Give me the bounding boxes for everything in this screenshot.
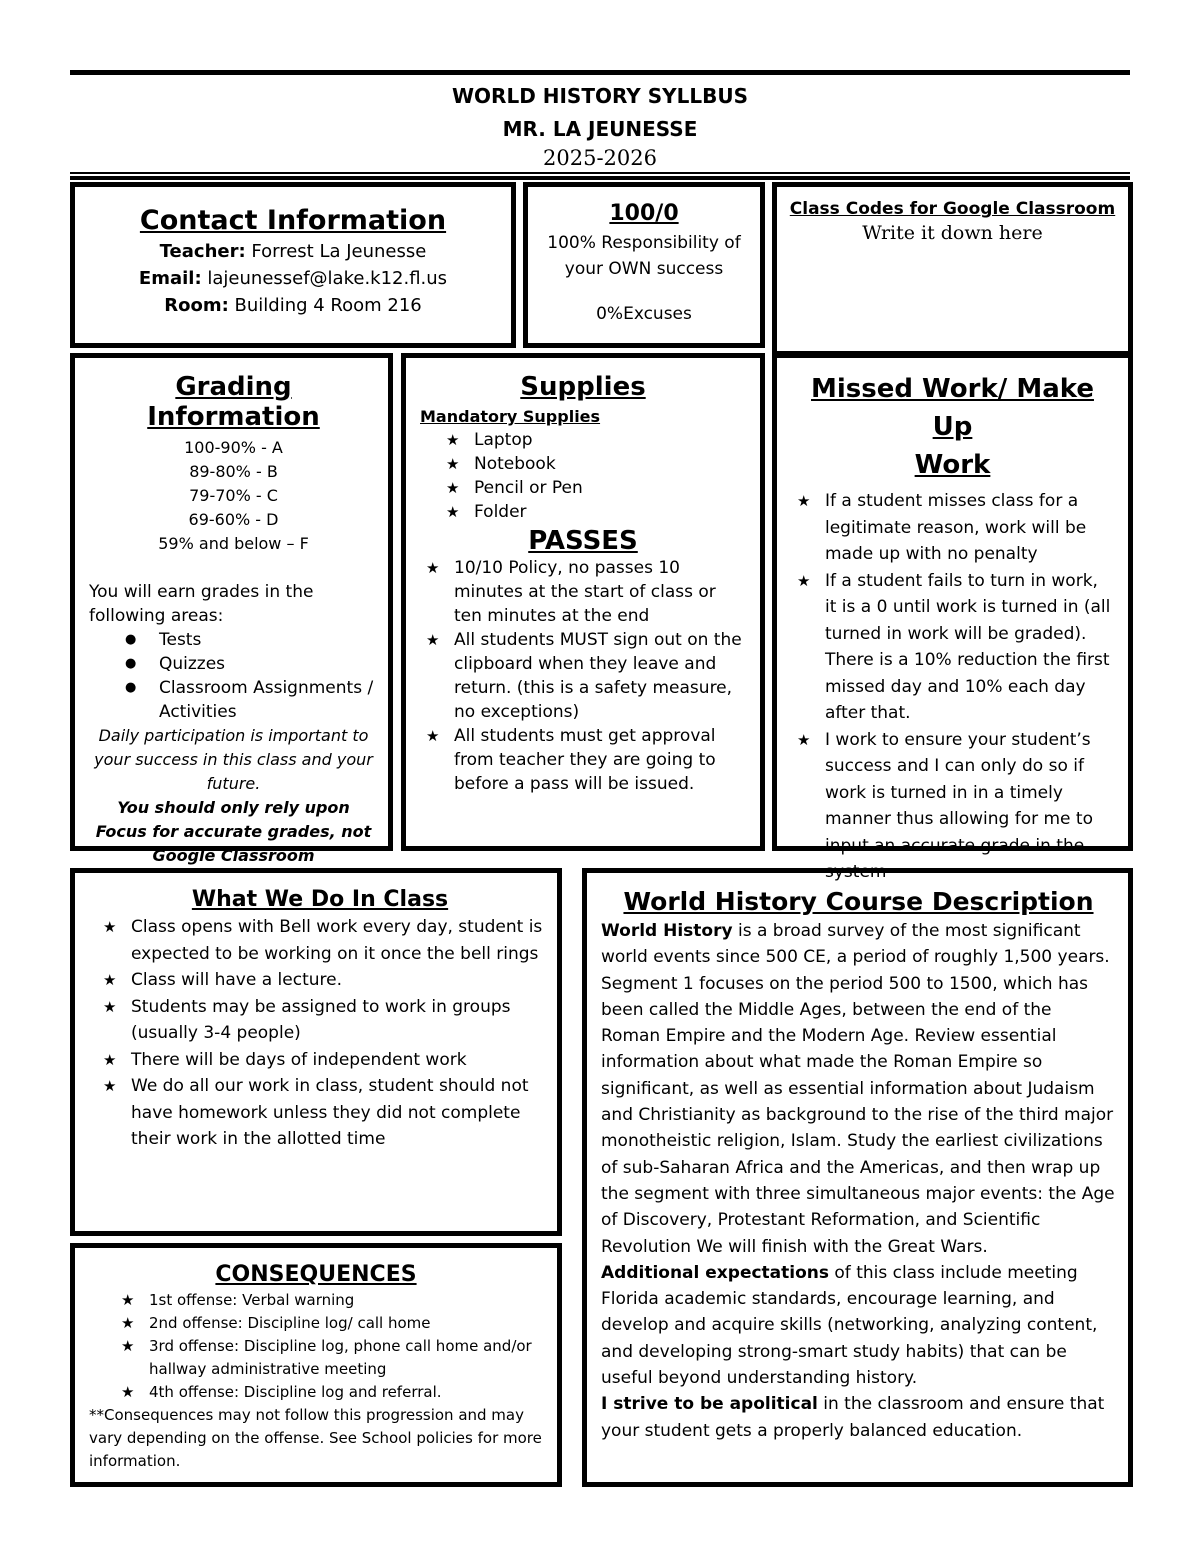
hundred-line1: 100% Responsibility of bbox=[547, 233, 741, 253]
class-codes-note: Write it down here bbox=[862, 222, 1043, 244]
grade-scale-a: 100-90% - A bbox=[184, 438, 283, 457]
grade-scale-d: 69-60% - D bbox=[188, 510, 279, 529]
list-item: ★ Folder bbox=[440, 500, 746, 524]
contact-box bbox=[70, 182, 516, 348]
participation-note: Daily participation is important to your success in this class and your future. bbox=[94, 726, 373, 793]
mid-rule-thin bbox=[70, 172, 1130, 174]
list-item: ★ 4th offense: Discipline log and referral. bbox=[115, 1381, 543, 1404]
supplies-box bbox=[401, 353, 765, 851]
list-item: ★ Notebook bbox=[440, 452, 746, 476]
syllabus-title: WORLD HISTORY SYLLBUS bbox=[451, 84, 748, 108]
passes-heading: PASSES bbox=[528, 526, 638, 556]
mid-rule-thick bbox=[70, 176, 1130, 180]
list-item: ★ Laptop bbox=[440, 428, 746, 452]
class-codes-box bbox=[772, 182, 1133, 356]
grade-scale-c: 79-70% - C bbox=[189, 486, 278, 505]
contact-heading: Contact Information bbox=[139, 205, 447, 236]
list-item: ● Tests bbox=[89, 628, 378, 652]
grading-box bbox=[70, 353, 393, 865]
contact-email: Email: lajeunessef@lake.k12.fl.us bbox=[138, 268, 448, 289]
grade-scale bbox=[89, 436, 378, 556]
list-item: ★ Class opens with Bell work every day, student is expected to be working on it once the bell rings bbox=[97, 914, 543, 967]
hundred-zero-box bbox=[523, 182, 765, 348]
contact-teacher: Teacher: Forrest La Jeunesse bbox=[159, 241, 427, 262]
consequences-note: **Consequences may not follow this progression and may vary depending on the offense. See School policies for more information. bbox=[89, 1406, 542, 1470]
list-item: ★ All students MUST sign out on the clipboard when they leave and return. (this is a safety measure, no exceptions) bbox=[420, 628, 746, 724]
grading-intro-2: following areas: bbox=[89, 606, 224, 626]
list-item: ★ Class will have a lecture. bbox=[97, 967, 543, 994]
contact-room: Room: Building 4 Room 216 bbox=[164, 295, 422, 316]
course-description-box bbox=[582, 868, 1133, 1487]
teacher-title: MR. LA JEUNESSE bbox=[502, 117, 698, 141]
supplies-list bbox=[420, 428, 746, 524]
course-description-p3: I strive to be apolitical in the classroom and ensure that your student gets a properly balanced education. bbox=[601, 1394, 1105, 1441]
hundred-line2: your OWN success bbox=[564, 259, 724, 279]
grading-intro-1: You will earn grades in the bbox=[89, 582, 314, 602]
consequences-list bbox=[89, 1289, 543, 1404]
class-codes-heading: Class Codes for Google Classroom bbox=[789, 199, 1116, 219]
course-description-p2: Additional expectations of this class include meeting Florida academic standards, encourage learning, and develop and acquire skills (networking, analyzing content, and developing strong-smart study habits) that can be useful beyond understanding history. bbox=[601, 1262, 1098, 1389]
hundred-heading: 100/0 bbox=[609, 201, 679, 226]
top-rule bbox=[70, 70, 1130, 75]
school-year: 2025-2026 bbox=[543, 146, 657, 170]
list-item: ★ There will be days of independent work bbox=[97, 1047, 543, 1074]
list-item: ★ I work to ensure your student’s success and I can only do so if work is turned in in a timely manner thus allowing for me to input an accurate grade in the system bbox=[791, 727, 1114, 886]
in-class-list bbox=[97, 914, 543, 1153]
in-class-heading: What We Do In Class bbox=[191, 887, 449, 912]
grading-areas bbox=[89, 628, 378, 724]
consequences-box bbox=[70, 1243, 562, 1487]
supplies-heading: Supplies bbox=[520, 372, 646, 402]
list-item: ★ We do all our work in class, student should not have homework unless they did not complete their work in the allotted time bbox=[97, 1073, 543, 1153]
list-item: ★ If a student fails to turn in work, it is a 0 until work is turned in (all turned in work will be graded). There is a 10% reduction the first missed day and 10% each day after that. bbox=[791, 568, 1114, 727]
list-item: ★ All students must get approval from teacher they are going to before a pass will be issued. bbox=[420, 724, 746, 796]
list-item: ★ 1st offense: Verbal warning bbox=[115, 1289, 543, 1312]
list-item: ● Quizzes bbox=[89, 652, 378, 676]
list-item: ★ If a student misses class for a legitimate reason, work will be made up with no penalty bbox=[791, 488, 1114, 568]
list-item: ★ Students may be assigned to work in groups (usually 3-4 people) bbox=[97, 994, 543, 1047]
course-description-heading: World History Course Description bbox=[623, 887, 1094, 916]
grading-heading: Grading Information bbox=[147, 372, 320, 432]
consequences-heading: CONSEQUENCES bbox=[215, 1262, 417, 1287]
missed-work-list bbox=[791, 488, 1114, 886]
missed-work-box bbox=[772, 353, 1133, 882]
list-item: ● Classroom Assignments / Activities bbox=[89, 676, 378, 724]
grade-scale-b: 89-80% - B bbox=[189, 462, 278, 481]
list-item: ★ 2nd offense: Discipline log/ call home bbox=[115, 1312, 543, 1335]
passes-list bbox=[420, 556, 746, 796]
list-item: ★ 3rd offense: Discipline log, phone call home and/or hallway administrative meeting bbox=[115, 1335, 543, 1381]
course-description-p1: World History is a broad survey of the most significant world events since 500 CE, a period of roughly 1,500 years. Segment 1 focuses on the period 500 to 1500, which has been called the Middle Ages, between the end of the Roman Empire and the Modern Age. Review essential information about what made the Roman Empire so significant, as well as essential information about Judaism and Christianity as background to the rise of the third major monotheistic religion, Islam. Study the earliest civilizations of sub-Saharan Africa and the Americas, and then wrap up the segment with three simultaneous major events: the Age of Discovery, Protestant Reformation, and Scientific Revolution We will finish with the Great Wars. bbox=[601, 921, 1115, 1257]
list-item: ★ 10/10 Policy, no passes 10 minutes at the start of class or ten minutes at the end bbox=[420, 556, 746, 628]
grade-scale-f: 59% and below – F bbox=[158, 534, 309, 553]
mandatory-supplies-heading: Mandatory Supplies bbox=[420, 407, 601, 426]
missed-work-heading: Missed Work/ Make Up Work bbox=[811, 374, 1094, 480]
focus-note: You should only rely upon Focus for accurate grades, not Google Classroom bbox=[95, 798, 372, 865]
in-class-box bbox=[70, 868, 562, 1236]
hundred-line3: 0%Excuses bbox=[596, 304, 692, 324]
list-item: ★ Pencil or Pen bbox=[440, 476, 746, 500]
